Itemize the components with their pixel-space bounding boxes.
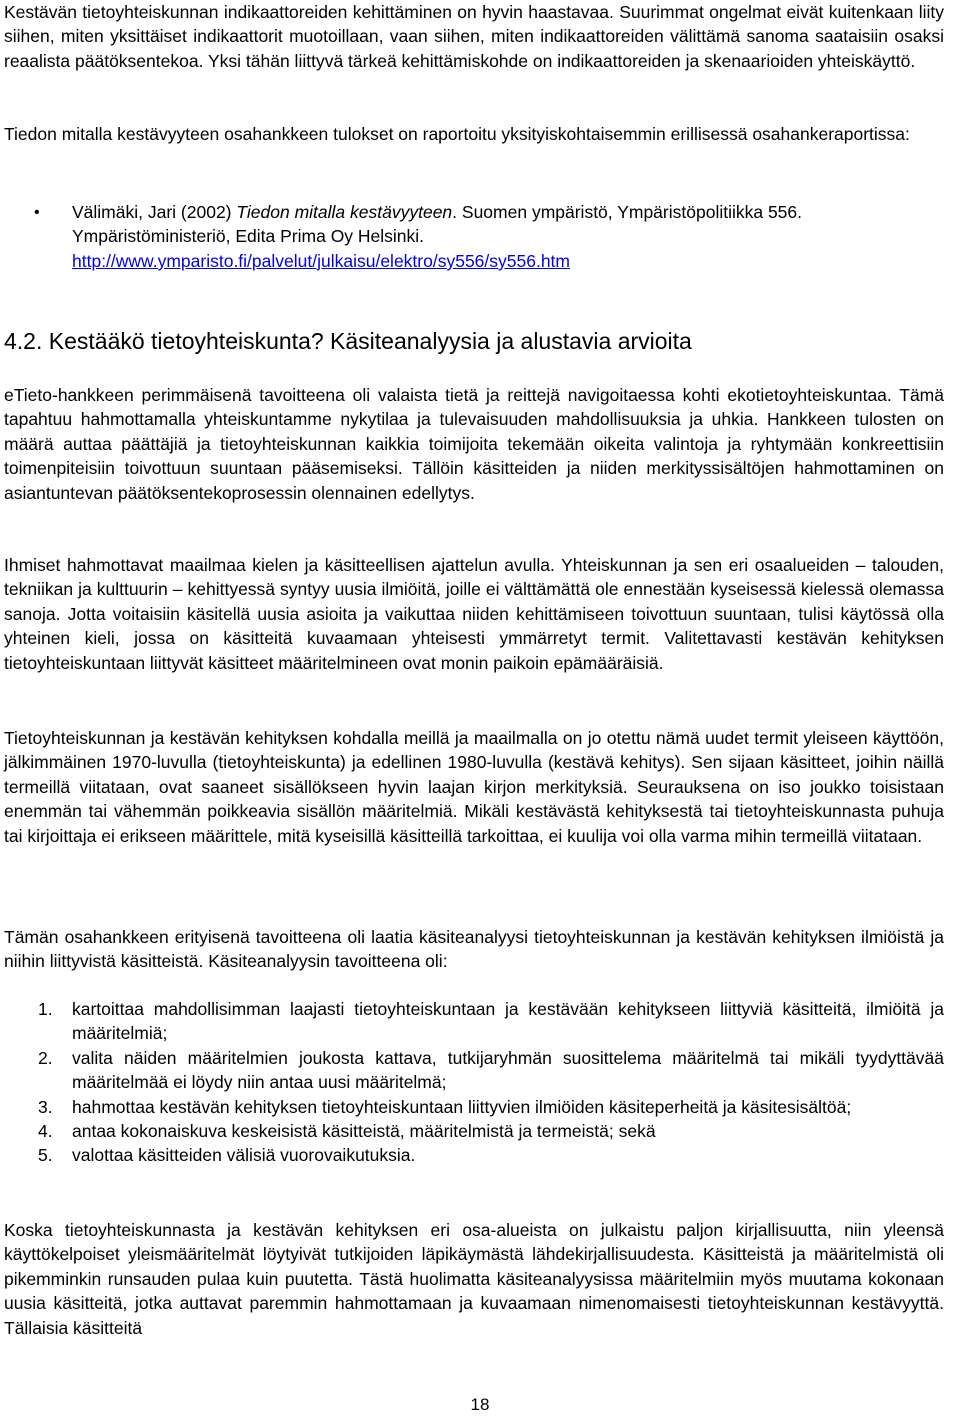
goals-list xyxy=(4,997,944,1168)
list-item xyxy=(4,1119,944,1143)
page-number: 18 xyxy=(470,1395,490,1414)
list-item xyxy=(4,1143,944,1167)
list-item xyxy=(4,1046,944,1095)
paragraph-language: Ihmiset hahmottavat maailmaa kielen ja käsitteellisen ajattelun avulla. Yhteiskunnan ja sen eri osaalueiden – talouden, tekniikan ja kulttuurin – kehittyessä syntyy uusia ilmiöitä, joille ei välttämättä ole ennestään kyseisessä kielessä olemassa sanoja. Jotta voitaisiin käsitellä uusia asioita ja vaikuttaa niiden kehittämiseen toivottuun suuntaan, tulisi käytössä olla yhteinen kieli, jossa on käsitteitä kuvaamaan yhteisesti ymmärretyt termit. Valitettavasti kestävän kehityksen tietoyhteiskuntaan liittyvät käsitteet määritelmineen ovat monin paikoin epämääräisiä. xyxy=(4,555,944,673)
list-text: antaa kokonaiskuva keskeisistä käsitteistä, määritelmistä ja termeistä; sekä xyxy=(72,1121,656,1142)
reference-text xyxy=(72,200,942,273)
section-heading: 4.2. Kestääkö tietoyhteiskunta? Käsiteanalyysia ja alustavia arvioita xyxy=(4,328,692,354)
paragraph-indicators: Kestävän tietoyhteiskunnan indikaattoreiden kehittäminen on hyvin haastavaa. Suurimmat ongelmat eivät kuitenkaan liity siihen, miten yksittäiset indikaattorit muotoillaan, vaan siihen, miten indikaattoreiden välittämä sanoma saataisiin osaksi reaalista päätöksentekoa. Yksi tähän liittyvä tärkeä kehittämiskohde on indikaattoreiden ja skenaarioiden yhteiskäyttö. xyxy=(4,2,944,71)
paragraph-objective: Tämän osahankkeen erityisenä tavoitteena oli laatia käsiteanalyysi tietoyhteiskunnan ja kestävän kehityksen ilmiöistä ja niihin liittyvistä käsitteistä. Käsiteanalyysin tavoitteena oli: xyxy=(4,927,944,972)
list-number: 5. xyxy=(38,1145,53,1166)
reference-authors: Välimäki, Jari (2002) xyxy=(72,202,237,222)
list-item xyxy=(4,1095,944,1119)
list-number: 3. xyxy=(38,1096,53,1117)
paragraph-terms: Tietoyhteiskunnan ja kestävän kehityksen kohdalla meillä ja maailmalla on jo otettu nämä uudet termit yleiseen käyttöön, jälkimmäinen 1970-luvulla (tietoyhteiskunta) ja edellinen 1980-luvulla (kestävä kehitys). Sen sijaan käsitteet, joihin näillä termeillä viitataan, ovat saaneet sisällökseen hyvin laajan kirjon merkityksiä. Seurauksena on iso joukko toisistaan enemmän tai vähemmän poikkeavia sisällön määritelmiä. Mikäli kestävästä kehityksestä tai tietoyhteiskunnasta puhuja tai kirjoittaja ei erikseen määrittele, mitä kyseisillä käsitteillä tarkoittaa, ei kuulija voi olla varma mihin termeillä viitataan. xyxy=(4,728,944,846)
list-item xyxy=(4,997,944,1046)
list-text: hahmottaa kestävän kehityksen tietoyhteiskuntaan liittyvien ilmiöiden käsiteperheitä ja käsitesisältöä; xyxy=(72,1096,852,1117)
reference-publisher: . Suomen ympäristö, Ympäristöpolitiikka 556. Ympäristöministeriö, Edita Prima Oy Helsinki. xyxy=(72,202,803,247)
reference-item xyxy=(0,200,960,280)
paragraph-etieto-goal: eTieto-hankkeen perimmäisenä tavoitteena oli valaista tietä ja reittejä navigoitaessa kohti ekotietoyhteiskuntaa. Tämä tapahtuu hahmottamalla yhteiskuntamme nykytilaa ja tulevaisuuden mahdollisuuksia ja uhkia. Hankkeen tulosten on määrä auttaa päättäjiä ja tietoyhteiskunnan kaikkia toimijoita tekemään oikeita valintoja ja ryhtymään konkreettisiin toimenpiteisiin toivottuun suuntaan pääsemiseksi. Tällöin käsitteiden ja niiden merkityssisältöjen hahmottaminen on asiantuntevan päätöksentekoprosessin olennainen edellytys. xyxy=(4,385,944,503)
reference-url-link[interactable]: http://www.ymparisto.fi/palvelut/julkaisu/elektro/sy556/sy556.htm xyxy=(72,250,570,271)
paragraph-literature: Koska tietoyhteiskunnasta ja kestävän kehityksen eri osa-alueista on julkaistu paljon kirjallisuutta, niin yleensä käyttökelpoiset yleismääritelmät löytyivät tutkijoiden läpikäymästä lähdekirjallisuudesta. Käsitteistä ja määritelmistä oli pikemminkin runsauden pulaa kuin puutetta. Tästä huolimatta käsiteanalyysissa määritelmiin myös muutama kokonaan uusia käsitteitä, jotka auttavat paremmin hahmottamaan ja kuvaamaan nimenomaisesti tietoyhteiskunnan kestävyyttä. Tällaisia käsitteitä xyxy=(4,1220,944,1338)
list-text: valottaa käsitteiden välisiä vuorovaikutuksia. xyxy=(72,1145,416,1166)
list-text: kartoittaa mahdollisimman laajasti tietoyhteiskuntaan ja kestävään kehitykseen liittyviä käsitteitä, ilmiöitä ja määritelmiä; xyxy=(72,999,944,1044)
list-number: 4. xyxy=(38,1121,53,1142)
paragraph-subproject-report: Tiedon mitalla kestävyyteen osahankkeen tulokset on raportoitu yksityiskohtaisemmin erillisessä osahankeraportissa: xyxy=(4,124,910,144)
list-text: valita näiden määritelmien joukosta kattava, tutkijaryhmän suosittelema määritelmä tai mikäli tyydyttävää määritelmää ei löydy niin antaa uusi määritelmä; xyxy=(72,1047,944,1093)
list-number: 2. xyxy=(38,1047,53,1068)
bullet-icon: • xyxy=(34,204,40,221)
list-number: 1. xyxy=(38,999,53,1019)
reference-title: Tiedon mitalla kestävyyteen xyxy=(236,202,453,222)
